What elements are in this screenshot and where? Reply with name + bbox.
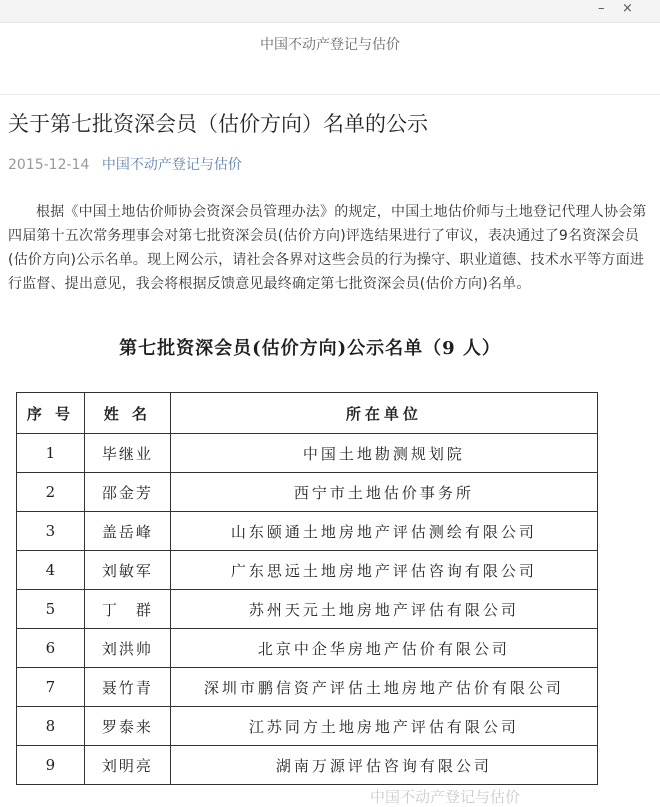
member-name: 盖岳峰: [84, 512, 170, 551]
scanned-list-image: [0, 322, 620, 800]
table-row: [17, 590, 598, 629]
site-name: 中国不动产登记与估价: [260, 37, 400, 53]
header-divider: [0, 94, 660, 95]
table-row: [17, 629, 598, 668]
table-row: [17, 512, 598, 551]
close-icon[interactable]: ×: [622, 1, 633, 16]
row-number: 2: [17, 473, 85, 512]
member-organization: 西宁市土地估价事务所: [170, 473, 597, 512]
member-organization: 山东颐通土地房地产评估测绘有限公司: [170, 512, 597, 551]
row-number: 9: [17, 746, 85, 785]
member-organization: 广东思远土地房地产评估咨询有限公司: [170, 551, 597, 590]
article-meta: [8, 154, 242, 174]
table-row: [17, 551, 598, 590]
article-title: 关于第七批资深会员（估价方向）名单的公示: [8, 112, 428, 136]
list-title: 第七批资深会员(估价方向)公示名单（9 人）: [119, 338, 501, 359]
member-name: 邵金芳: [84, 473, 170, 512]
table-row: [17, 707, 598, 746]
member-name: 聂竹青: [84, 668, 170, 707]
member-name: 刘明亮: [84, 746, 170, 785]
member-name: 刘洪帅: [84, 629, 170, 668]
member-organization: 中国土地勘测规划院: [170, 434, 597, 473]
row-number: 8: [17, 707, 85, 746]
table-header-row: [17, 393, 598, 434]
table-row: [17, 668, 598, 707]
member-name: 罗泰来: [84, 707, 170, 746]
member-table: [16, 392, 598, 785]
member-organization: 湖南万源评估咨询有限公司: [170, 746, 597, 785]
member-organization: 苏州天元土地房地产评估有限公司: [170, 590, 597, 629]
member-organization: 深圳市鹏信资产评估土地房地产估价有限公司: [170, 668, 597, 707]
table-row: [17, 434, 598, 473]
member-name: 丁 群: [84, 590, 170, 629]
row-number: 1: [17, 434, 85, 473]
header-name: 姓 名: [84, 393, 170, 434]
article-body: 根据《中国土地估价师协会资深会员管理办法》的规定，中国土地估价师与土地登记代理人协会第四届第十五次常务理事会对第七批资深会员(估价方向)评选结果进行了审议，表决通过了9名资深会员(估价方向)公示名单。现上网公示，请社会各界对这些会员的行为操守、职业道德、技术水平等方面进行监督、提出意见，我会将根据反馈意见最终确定第七批资深会员(估价方向)名单。: [8, 204, 647, 292]
header-organization: 所在单位: [170, 393, 597, 434]
article-source-link[interactable]: 中国不动产登记与估价: [101, 157, 242, 173]
table-row: [17, 473, 598, 512]
article-date: 2015-12-14: [8, 157, 90, 173]
minimize-icon[interactable]: –: [598, 1, 605, 16]
row-number: 4: [17, 551, 85, 590]
row-number: 3: [17, 512, 85, 551]
row-number: 7: [17, 668, 85, 707]
header-number: 序 号: [17, 393, 85, 434]
member-name: 毕继业: [84, 434, 170, 473]
window-titlebar: [0, 0, 660, 23]
member-organization: 江苏同方土地房地产评估有限公司: [170, 707, 597, 746]
row-number: 6: [17, 629, 85, 668]
member-organization: 北京中企华房地产估价有限公司: [170, 629, 597, 668]
row-number: 5: [17, 590, 85, 629]
table-row: [17, 746, 598, 785]
watermark: 中国不动产登记与估价: [370, 788, 521, 806]
member-name: 刘敏军: [84, 551, 170, 590]
